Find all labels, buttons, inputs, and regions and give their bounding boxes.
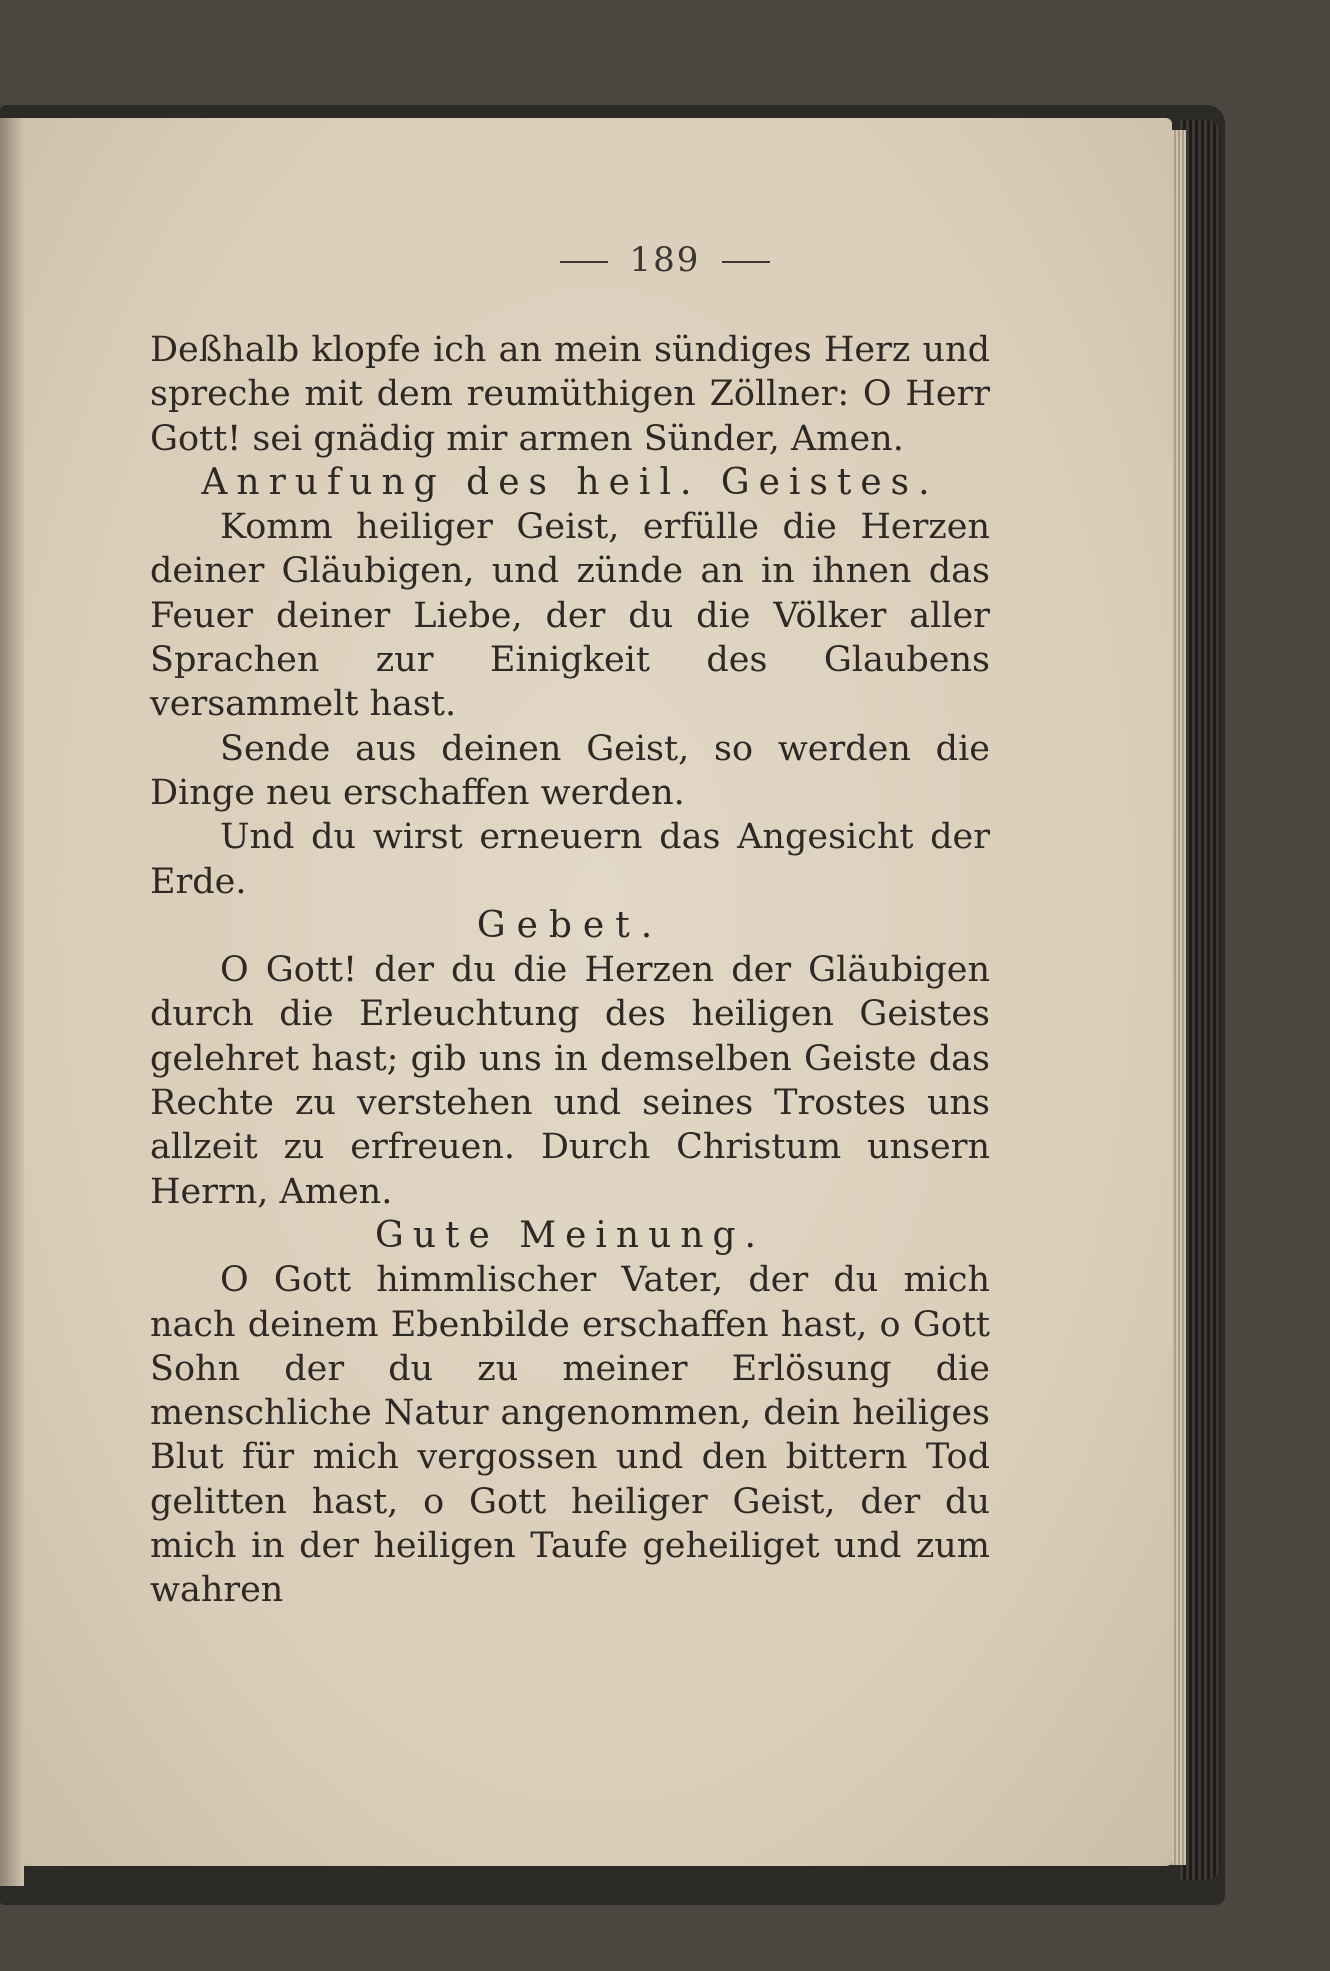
- paragraph-gebet: O Gott! der du die Herzen der Gläubigen durch die Erleuchtung des heiligen Geistes gelehret hast; gib uns in demselben Geiste das Rechte zu verstehen und seines Trostes uns allzeit zu erfreuen. Durch Christum unsern Herrn, Amen.: [150, 950, 990, 1212]
- heading-gebet: Gebet.: [476, 904, 664, 946]
- text-block: [150, 328, 990, 1613]
- paragraph-und-du-wirst: Und du wirst erneuern das Angesicht der Erde.: [150, 817, 990, 902]
- page-number: [0, 240, 1330, 280]
- page-number-dash-right: [722, 261, 770, 263]
- book-spine-edge: [1180, 120, 1220, 1880]
- page-gutter: [0, 118, 24, 1886]
- paragraph-opening: Deßhalb klopfe ich an mein sündiges Herz und spreche mit dem reumüthigen Zöllner: O Herr Gott! sei gnädig mir armen Sünder, Amen.: [150, 330, 990, 459]
- paragraph-komm-heiliger-geist: Komm heiliger Geist, erfülle die Herzen deiner Gläubigen, und zünde an in ihnen das Feuer deiner Liebe, der du die Völker aller Sprachen zur Einigkeit des Glaubens versammelt hast.: [150, 507, 990, 725]
- page-number-value: 189: [629, 240, 701, 280]
- heading-gute-meinung: Gute Meinung.: [375, 1214, 765, 1256]
- paragraph-gute-meinung: O Gott himmlischer Vater, der du mich nach deinem Ebenbilde erschaffen hast, o Gott Sohn der du zu meiner Erlösung die menschliche Natur angenommen, dein heiliges Blut für mich vergossen und den bittern Tod gelitten hast, o Gott heiliger Geist, der du mich in der heiligen Taufe geheiliget und zum wahren: [150, 1260, 990, 1611]
- page-number-dash-left: [560, 261, 608, 263]
- paragraph-sende-aus: Sende aus deinen Geist, so werden die Dinge neu erschaffen werden.: [150, 728, 990, 813]
- heading-anrufung: Anrufung des heil. Geistes.: [201, 461, 939, 503]
